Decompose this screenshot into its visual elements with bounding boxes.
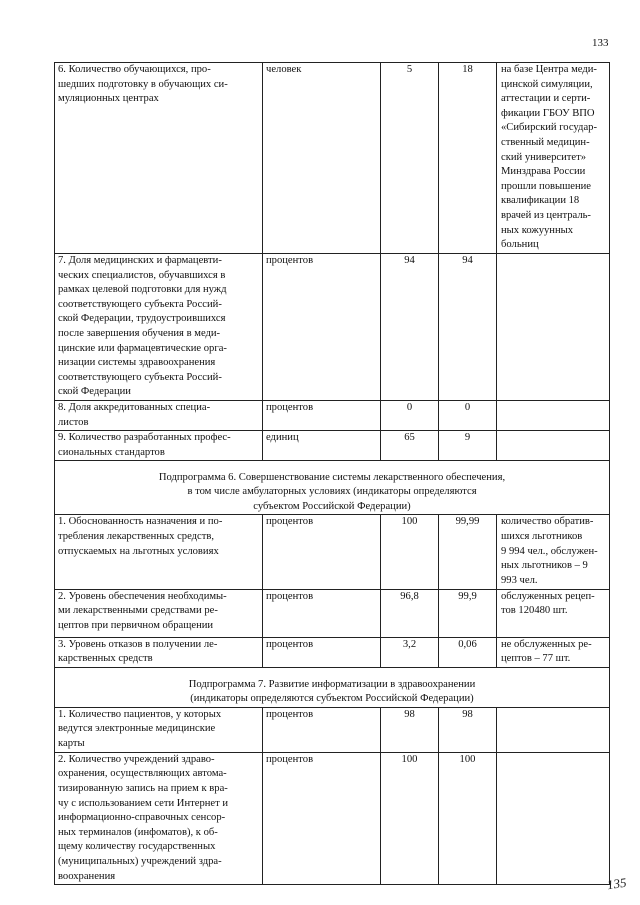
- indicator-row: [55, 431, 610, 461]
- indicator-row: [55, 707, 610, 752]
- note-cell: не обслуженных ре- цептов – 77 шт.: [497, 637, 610, 667]
- subprogram-title: Подпрограмма 6. Совершенствование системы лекарственного обеспечения, в том числе амбулаторных условиях (индикаторы определяются субъектом Российской Федерации): [55, 461, 610, 515]
- subprogram-title: Подпрограмма 7. Развитие информатизации в здравоохранении (индикаторы определяются субъектом Российской Федерации): [55, 667, 610, 707]
- planned-value: 100: [381, 515, 439, 589]
- note-cell: [497, 431, 610, 461]
- section-header-row: [55, 667, 610, 707]
- indicator-row: [55, 589, 610, 637]
- unit-cell: процентов: [263, 515, 381, 589]
- note-cell: [497, 253, 610, 400]
- indicator-row: [55, 401, 610, 431]
- unit-cell: процентов: [263, 707, 381, 752]
- indicator-name: 2. Уровень обеспечения необходимы- ми лекарственными средствами ре- цептов при первичном обращении: [55, 589, 263, 637]
- indicator-row: [55, 637, 610, 667]
- note-cell: обслуженных рецеп- тов 120480 шт.: [497, 589, 610, 637]
- page-number: 133: [592, 37, 609, 49]
- note-cell: [497, 752, 610, 884]
- handwritten-page-mark: 135: [605, 874, 628, 893]
- unit-cell: процентов: [263, 401, 381, 431]
- planned-value: 5: [381, 63, 439, 254]
- actual-value: 94: [439, 253, 497, 400]
- indicator-name: 1. Количество пациентов, у которых ведутся электронные медицинские карты: [55, 707, 263, 752]
- note-cell: [497, 401, 610, 431]
- actual-value: 9: [439, 431, 497, 461]
- planned-value: 100: [381, 752, 439, 884]
- actual-value: 98: [439, 707, 497, 752]
- planned-value: 98: [381, 707, 439, 752]
- unit-cell: единиц: [263, 431, 381, 461]
- unit-cell: процентов: [263, 637, 381, 667]
- indicator-name: 8. Доля аккредитованных специа- листов: [55, 401, 263, 431]
- indicator-row: [55, 63, 610, 254]
- section-header-row: [55, 461, 610, 515]
- planned-value: 94: [381, 253, 439, 400]
- note-cell: количество обратив- шихся льготников 9 994 чел., обслужен- ных льготников – 9 993 чел.: [497, 515, 610, 589]
- unit-cell: процентов: [263, 752, 381, 884]
- planned-value: 0: [381, 401, 439, 431]
- actual-value: 18: [439, 63, 497, 254]
- actual-value: 99,99: [439, 515, 497, 589]
- indicator-name: 7. Доля медицинских и фармацевти- ческих специалистов, обучавшихся в рамках целевой подготовки для нужд соответствующего субъекта Россий- ской Федерации, трудоустроившихся после завершения обучения в меди- цинские или фармацевтические орга- низации системы здравоохранения соответствующего субъекта Россий- ской Федерации: [55, 253, 263, 400]
- planned-value: 65: [381, 431, 439, 461]
- actual-value: 0,06: [439, 637, 497, 667]
- indicator-row: [55, 253, 610, 400]
- note-cell: [497, 707, 610, 752]
- planned-value: 3,2: [381, 637, 439, 667]
- indicator-name: 1. Обоснованность назначения и по- требления лекарственных средств, отпускаемых на льготных условиях: [55, 515, 263, 589]
- indicator-name: 9. Количество разработанных профес- сиональных стандартов: [55, 431, 263, 461]
- indicator-name: 2. Количество учреждений здраво- охранения, осуществляющих автома- тизированную запись на прием к вра- чу с использованием сети Интернет и информационно-справочных сенсор- ных терминалов (инфоматов), к об- щему количеству государственных (муниципальных) учреждений здра- воохранения: [55, 752, 263, 884]
- actual-value: 99,9: [439, 589, 497, 637]
- note-cell: на базе Центра меди- цинской симуляции, аттестации и серти- фикации ГБОУ ВПО «Сибирский государ- ственный медицин- ский университет» Минздрава России прошли повышение квалификации 18 врачей из централь- ных кожуунных больниц: [497, 63, 610, 254]
- actual-value: 0: [439, 401, 497, 431]
- indicator-name: 6. Количество обучающихся, про- шедших подготовку в обучающих си- муляционных центрах: [55, 63, 263, 254]
- indicator-row: [55, 515, 610, 589]
- indicators-table: [54, 62, 610, 885]
- unit-cell: процентов: [263, 589, 381, 637]
- indicator-name: 3. Уровень отказов в получении ле- карственных средств: [55, 637, 263, 667]
- unit-cell: процентов: [263, 253, 381, 400]
- actual-value: 100: [439, 752, 497, 884]
- indicator-row: [55, 752, 610, 884]
- planned-value: 96,8: [381, 589, 439, 637]
- unit-cell: человек: [263, 63, 381, 254]
